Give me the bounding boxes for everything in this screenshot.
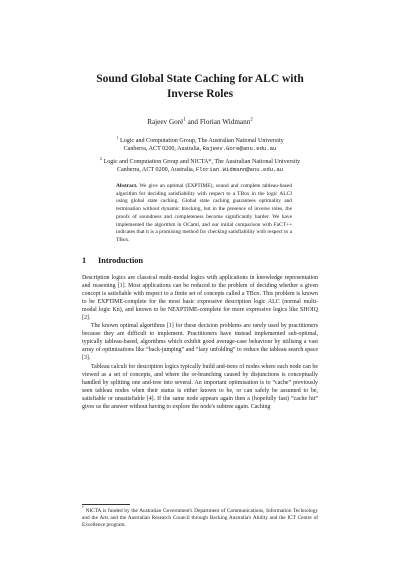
body-text <box>82 274 318 411</box>
title-line-1: Sound Global State Caching for ALC with <box>96 73 304 85</box>
footnote-rule <box>82 504 130 505</box>
paragraph-3: Tableau calculi for description logics typically build and-trees of nodes where each node can be viewed as a set of concepts, and where the or-branching caused by disjunctions is conceptually handled by splitting one and-tree into several. An important optimisation is to “cache” previously seen tableau nodes when their status is either known to be, or can safely be assumed to be, satisfiable or unsatisfiable [4]. If the same node appears again then a (hopefully fast) “cache hit” gives us the answer without having to explore the node's subtree again. Caching <box>82 363 318 410</box>
affiliation-1 <box>60 134 340 153</box>
section-title: Introduction <box>98 256 144 265</box>
title-line-2: Inverse Roles <box>166 88 234 100</box>
affiliation-2-line-1: Logic and Computation Group and NICTA*, The Australian National University <box>103 159 301 165</box>
affiliation-1-line-1: Logic and Computation Group, The Australian National University <box>119 138 284 144</box>
author-conjunction: and <box>187 118 199 126</box>
section-number: 1 <box>82 256 87 265</box>
section-heading <box>82 256 143 265</box>
footnote <box>82 508 318 529</box>
affiliation-2 <box>60 155 340 174</box>
paragraph-2: The known optimal algorithms [1] for these decision problems are rarely used by practitioners because they are difficult to implement. Practitioners have instead implemented sub-optimal, typically tableau-based, algorithms which exhibit good average-case behaviour by utilising a vast array of optimisations like “back-jumping” and “lazy unfolding” to reduce the tableau search space [3]. <box>82 323 318 362</box>
footnote-text: NICTA is funded by the Australian Government's Department of Communications, Information Technology and the Arts and the Australian Research Council through Backing Australia's Ability and the ICT Centre of Excellence program. <box>82 508 319 528</box>
author-list <box>60 118 340 126</box>
abstract-label: Abstract. <box>116 183 138 189</box>
paper-title <box>60 72 340 102</box>
paragraph-1: Description logics are classical multi-modal logics with applications in knowledge representation and reasoning [1]. Most applications can be reduced to the problem of deciding whether a given concept is satisfiable with respect to a finite set of concepts called a TBox. This problem is known to be EXPTIME-complete for the most basic expressive description logic ALC (normal multi-modal logic Kn), and known to be NEXPTIME-complete for more expressive logics like SHOIQ [2]. <box>82 275 318 322</box>
affiliation-1-mark: 1 <box>116 134 119 140</box>
abstract <box>116 183 292 245</box>
author-1-mark: 1 <box>183 117 186 123</box>
author-1-name: Rajeev Goré <box>147 118 184 126</box>
abstract-text: We give an optimal (EXPTIME), sound and complete tableau-based algorithm for deciding satisfiability with respect to a TBox in the logic ALCI using global state caching. Global state caching guarantees optimality and termination without dynamic blocking, but in the presence of inverse roles, the proofs of soundness and completeness become significantly harder. We have implemented the algorithm in OCaml, and our initial comparison with FaCT++ indicates that it is a promising method for checking satisfiability with respect to a TBox. <box>116 183 292 243</box>
affiliation-1-line-2: Canberra, ACT 0200, Australia, <box>123 146 201 152</box>
footnote-mark: * <box>82 506 84 511</box>
affiliation-2-email: Florian.Widmann@anu.edu.au <box>195 166 284 173</box>
author-2-name: Florian Widmann <box>199 118 251 126</box>
affiliation-2-mark: 2 <box>99 155 102 161</box>
author-2-mark: 2 <box>250 117 253 123</box>
affiliation-2-line-2: Canberra, ACT 0200, Australia, <box>116 167 195 173</box>
affiliation-1-email: Rajeev.Gore@anu.edu.au <box>202 145 277 152</box>
